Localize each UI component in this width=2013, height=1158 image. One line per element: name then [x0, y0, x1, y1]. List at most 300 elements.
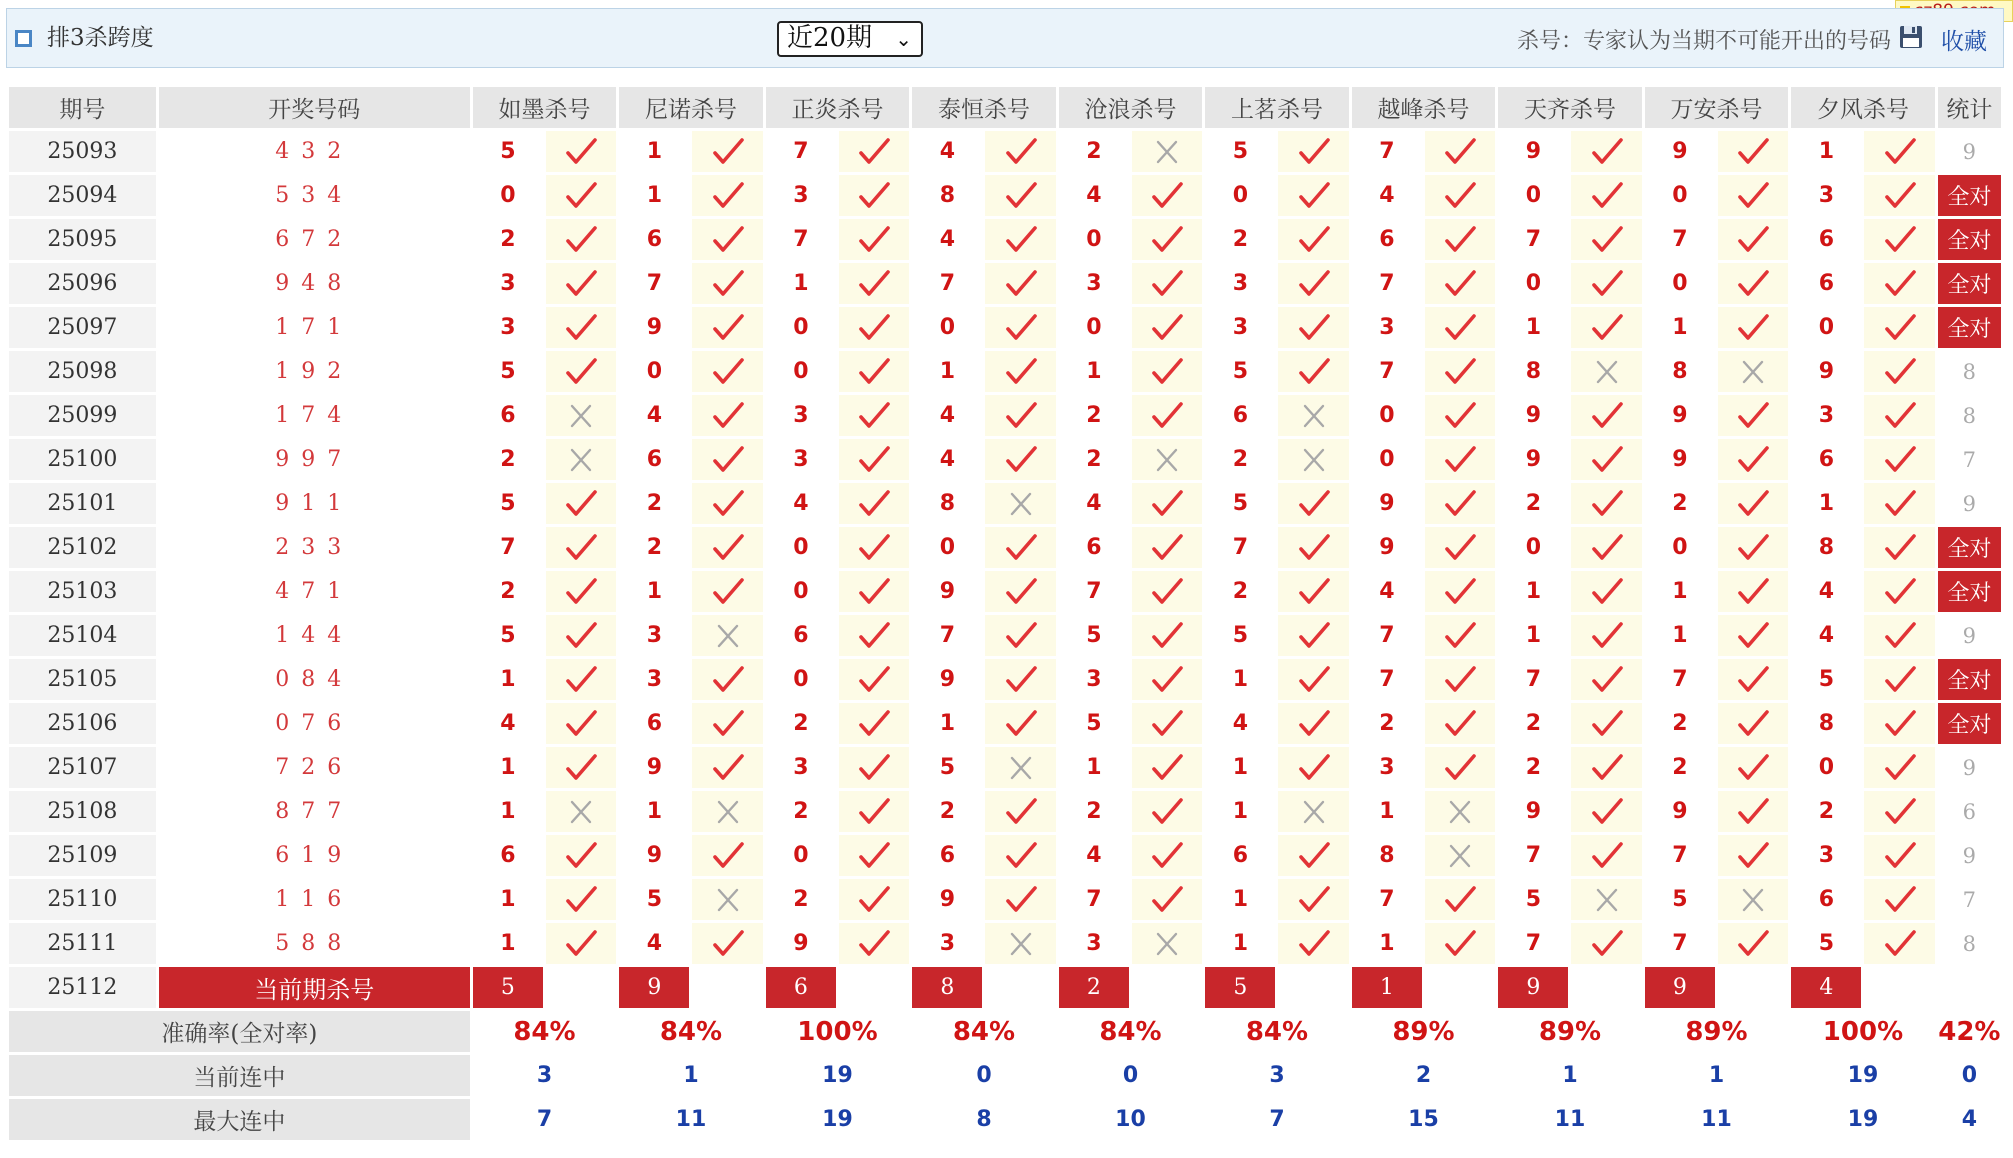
kill-number-cell: 1: [1205, 879, 1275, 920]
checkmark-icon: [1296, 576, 1332, 608]
accuracy-row: [9, 1011, 2001, 1052]
checkmark-icon: [1003, 576, 1039, 608]
result-cell: [1278, 263, 1348, 304]
result-cell: [985, 263, 1055, 304]
result-cell: [692, 527, 762, 568]
draw-number-cell: 116: [159, 879, 470, 920]
result-cell: [692, 483, 762, 524]
kill-number-cell: 1: [1791, 131, 1861, 172]
kill-number-cell: 9: [1645, 131, 1715, 172]
result-cell: [1718, 527, 1788, 568]
checkmark-icon: [1442, 400, 1478, 432]
checkmark-icon: [1149, 708, 1185, 740]
stat-cell: 7: [1938, 439, 2001, 480]
stat-cell: 9: [1938, 483, 2001, 524]
result-cell: [985, 615, 1055, 656]
result-cell: [1132, 263, 1202, 304]
current-streak-row-stat: 0: [1938, 1055, 2001, 1096]
result-cell: [985, 219, 1055, 260]
kill-number-cell: 5: [1791, 659, 1861, 700]
result-cell: [1132, 835, 1202, 876]
result-cell: [985, 307, 1055, 348]
current-streak-row-value: 19: [1791, 1055, 1935, 1096]
checkmark-icon: [1589, 708, 1625, 740]
result-cell: [1278, 527, 1348, 568]
checkmark-icon: [1149, 268, 1185, 300]
max-streak-row-value: 11: [1498, 1099, 1642, 1140]
checkmark-icon: [710, 928, 746, 960]
result-cell: [1278, 571, 1348, 612]
table-row: [9, 527, 2001, 568]
result-cell: [1718, 483, 1788, 524]
result-cell: [1571, 923, 1641, 964]
result-cell: [692, 131, 762, 172]
current-streak-row-value: 19: [766, 1055, 910, 1096]
kill-number-cell: 7: [1352, 131, 1422, 172]
period-cell: 25104: [9, 615, 156, 656]
result-cell: [1718, 263, 1788, 304]
result-cell: [1278, 307, 1348, 348]
kill-number-cell: 2: [1059, 791, 1129, 832]
cross-icon: [1003, 928, 1039, 960]
kill-number-cell: 0: [1645, 263, 1715, 304]
accuracy-row-stat: 42%: [1938, 1011, 2001, 1052]
checkmark-icon: [1442, 708, 1478, 740]
result-cell: [1278, 923, 1348, 964]
checkmark-icon: [1735, 752, 1771, 784]
kill-number-cell: 6: [766, 615, 836, 656]
result-cell: [985, 659, 1055, 700]
checkmark-icon: [856, 180, 892, 212]
kill-number-cell: 4: [1059, 835, 1129, 876]
kill-number-cell: 7: [1645, 923, 1715, 964]
checkmark-icon: [1882, 928, 1918, 960]
kill-number-cell: 4: [1791, 615, 1861, 656]
header-expert-1: 尼诺杀号: [619, 87, 763, 128]
kill-number-cell: 7: [1352, 615, 1422, 656]
result-cell: [1278, 703, 1348, 744]
header-expert-5: 上茗杀号: [1205, 87, 1349, 128]
result-cell: [1571, 307, 1641, 348]
checkmark-icon: [1149, 796, 1185, 828]
kill-number-cell: 7: [1498, 923, 1568, 964]
current-kill-label: 当前期杀号: [159, 967, 470, 1008]
kill-number-cell: 3: [1791, 835, 1861, 876]
checkmark-icon: [1003, 840, 1039, 872]
result-cell: [839, 263, 909, 304]
checkmark-icon: [563, 664, 599, 696]
result-cell: [692, 615, 762, 656]
checkmark-icon: [856, 532, 892, 564]
current-kill-number: 2: [1059, 967, 1129, 1008]
result-cell: [839, 791, 909, 832]
result-cell: [546, 483, 616, 524]
stat-cell: 全对: [1938, 703, 2001, 744]
cross-icon: [710, 884, 746, 916]
kill-number-cell: 6: [912, 835, 982, 876]
result-cell: [1132, 439, 1202, 480]
cross-icon: [563, 444, 599, 476]
kill-number-cell: 1: [619, 791, 689, 832]
current-streak-row-value: 0: [912, 1055, 1056, 1096]
checkmark-icon: [1296, 752, 1332, 784]
checkmark-icon: [1296, 356, 1332, 388]
current-kill-number: 1: [1352, 967, 1422, 1008]
result-cell: [1718, 659, 1788, 700]
accuracy-row-value: 89%: [1352, 1011, 1496, 1052]
checkmark-icon: [1589, 532, 1625, 564]
result-cell: [546, 395, 616, 436]
checkmark-icon: [1882, 488, 1918, 520]
kill-number-cell: 4: [619, 395, 689, 436]
kill-number-cell: 9: [619, 307, 689, 348]
checkmark-icon: [1882, 576, 1918, 608]
checkmark-icon: [1003, 356, 1039, 388]
kill-number-cell: 5: [619, 879, 689, 920]
period-cell: 25098: [9, 351, 156, 392]
kill-number-cell: 3: [473, 307, 543, 348]
kill-number-cell: 9: [1498, 395, 1568, 436]
result-cell: [1132, 923, 1202, 964]
kill-number-cell: 9: [1791, 351, 1861, 392]
result-cell: [839, 219, 909, 260]
result-cell: [985, 483, 1055, 524]
result-cell: [692, 791, 762, 832]
accuracy-row-value: 100%: [766, 1011, 910, 1052]
kill-number-cell: 2: [473, 219, 543, 260]
checkmark-icon: [710, 488, 746, 520]
header-period: 期号: [9, 87, 156, 128]
result-cell: [839, 615, 909, 656]
checkmark-icon: [1442, 180, 1478, 212]
cross-icon: [1442, 840, 1478, 872]
kill-number-cell: 6: [619, 439, 689, 480]
result-cell: [546, 131, 616, 172]
result-cell: [839, 527, 909, 568]
kill-number-cell: 9: [1645, 395, 1715, 436]
max-streak-row-value: 10: [1059, 1099, 1203, 1140]
stat-cell: 全对: [1938, 527, 2001, 568]
header-expert-6: 越峰杀号: [1352, 87, 1496, 128]
max-streak-row-value: 19: [1791, 1099, 1935, 1140]
kill-number-cell: 4: [1791, 571, 1861, 612]
cross-icon: [563, 796, 599, 828]
checkmark-icon: [1442, 664, 1478, 696]
accuracy-row-value: 89%: [1498, 1011, 1642, 1052]
accuracy-row-value: 84%: [619, 1011, 763, 1052]
checkmark-icon: [1296, 312, 1332, 344]
checkmark-icon: [1296, 840, 1332, 872]
stat-cell: 全对: [1938, 175, 2001, 216]
current-kill-number: 5: [1205, 967, 1275, 1008]
kill-number-cell: 8: [1791, 527, 1861, 568]
kill-number-cell: 3: [1059, 923, 1129, 964]
checkmark-icon: [1149, 180, 1185, 212]
kill-number-cell: 1: [473, 659, 543, 700]
kill-number-cell: 0: [1059, 219, 1129, 260]
checkmark-icon: [563, 136, 599, 168]
kill-number-table: [6, 84, 2004, 1143]
table-row: [9, 791, 2001, 832]
checkmark-icon: [1735, 928, 1771, 960]
checkmark-icon: [1442, 532, 1478, 564]
kill-number-cell: 1: [766, 263, 836, 304]
kill-number-cell: 5: [1059, 615, 1129, 656]
result-cell: [1718, 395, 1788, 436]
result-cell: [1278, 659, 1348, 700]
current-kill-empty: [1718, 967, 1788, 1008]
header-expert-2: 正炎杀号: [766, 87, 910, 128]
checkmark-icon: [563, 752, 599, 784]
result-cell: [1864, 571, 1934, 612]
kill-number-cell: 2: [619, 527, 689, 568]
draw-number-cell: 432: [159, 131, 470, 172]
kill-number-cell: 7: [1352, 351, 1422, 392]
checkmark-icon: [1003, 136, 1039, 168]
current-kill-empty: [546, 967, 616, 1008]
stat-cell: 全对: [1938, 307, 2001, 348]
checkmark-icon: [1589, 136, 1625, 168]
result-cell: [546, 659, 616, 700]
checkmark-icon: [1882, 356, 1918, 388]
checkmark-icon: [710, 708, 746, 740]
kill-number-cell: 7: [1059, 571, 1129, 612]
result-cell: [546, 923, 616, 964]
current-kill-number: 6: [766, 967, 836, 1008]
result-cell: [985, 703, 1055, 744]
result-cell: [1864, 219, 1934, 260]
kill-number-cell: 5: [1791, 923, 1861, 964]
checkmark-icon: [1003, 708, 1039, 740]
kill-number-cell: 4: [912, 395, 982, 436]
result-cell: [1718, 307, 1788, 348]
result-cell: [1718, 747, 1788, 788]
result-cell: [1278, 219, 1348, 260]
checkmark-icon: [1149, 400, 1185, 432]
kill-number-cell: 9: [1645, 791, 1715, 832]
max-streak-row-stat: 4: [1938, 1099, 2001, 1140]
checkmark-icon: [1735, 840, 1771, 872]
result-cell: [1718, 351, 1788, 392]
checkmark-icon: [563, 708, 599, 740]
result-cell: [1864, 659, 1934, 700]
kill-number-cell: 9: [619, 835, 689, 876]
accuracy-row-value: 84%: [473, 1011, 617, 1052]
checkmark-icon: [1442, 620, 1478, 652]
result-cell: [839, 351, 909, 392]
checkmark-icon: [1003, 444, 1039, 476]
checkmark-icon: [1882, 752, 1918, 784]
current-period-row: [9, 967, 2001, 1008]
kill-number-cell: 5: [1205, 351, 1275, 392]
kill-number-cell: 7: [912, 615, 982, 656]
period-cell: 25107: [9, 747, 156, 788]
period-cell: 25106: [9, 703, 156, 744]
checkmark-icon: [563, 884, 599, 916]
kill-number-cell: 3: [912, 923, 982, 964]
result-cell: [1864, 263, 1934, 304]
result-cell: [1425, 483, 1495, 524]
period-cell: 25100: [9, 439, 156, 480]
stat-cell: 6: [1938, 791, 2001, 832]
draw-number-cell: 588: [159, 923, 470, 964]
result-cell: [1864, 791, 1934, 832]
table-row: [9, 483, 2001, 524]
result-cell: [985, 923, 1055, 964]
stat-cell: 全对: [1938, 571, 2001, 612]
result-cell: [839, 571, 909, 612]
result-cell: [839, 483, 909, 524]
checkmark-icon: [1882, 532, 1918, 564]
favorite-link[interactable]: 收藏: [1941, 29, 1987, 55]
checkmark-icon: [856, 224, 892, 256]
floppy-disk-icon[interactable]: [1899, 25, 1925, 49]
stat-cell: 8: [1938, 351, 2001, 392]
cross-icon: [1442, 796, 1478, 828]
kill-number-cell: 3: [1059, 659, 1129, 700]
kill-number-cell: 2: [912, 791, 982, 832]
stat-cell: 8: [1938, 395, 2001, 436]
checkmark-icon: [1735, 224, 1771, 256]
result-cell: [985, 131, 1055, 172]
kill-number-cell: 1: [1498, 307, 1568, 348]
result-cell: [1571, 615, 1641, 656]
cross-icon: [710, 796, 746, 828]
current-streak-row: [9, 1055, 2001, 1096]
current-kill-empty: [839, 967, 909, 1008]
checkmark-icon: [1589, 752, 1625, 784]
stat-cell: 全对: [1938, 219, 2001, 260]
cross-icon: [1003, 488, 1039, 520]
kill-number-cell: 4: [766, 483, 836, 524]
kill-number-cell: 4: [473, 703, 543, 744]
result-cell: [1571, 131, 1641, 172]
result-cell: [985, 571, 1055, 612]
cross-icon: [710, 620, 746, 652]
current-streak-row-value: 1: [1498, 1055, 1642, 1096]
period-range-select[interactable]: [777, 21, 923, 57]
kill-number-cell: 9: [912, 571, 982, 612]
kill-number-cell: 6: [1791, 263, 1861, 304]
result-cell: [692, 923, 762, 964]
kill-number-cell: 7: [1645, 659, 1715, 700]
checkmark-icon: [710, 136, 746, 168]
kill-number-cell: 1: [1205, 923, 1275, 964]
result-cell: [985, 879, 1055, 920]
kill-number-cell: 7: [1352, 879, 1422, 920]
checkmark-icon: [1442, 444, 1478, 476]
checkmark-icon: [1882, 620, 1918, 652]
result-cell: [839, 395, 909, 436]
kill-number-cell: 5: [912, 747, 982, 788]
max-streak-row-value: 7: [1205, 1099, 1349, 1140]
accuracy-row-value: 89%: [1645, 1011, 1789, 1052]
checkmark-icon: [1735, 444, 1771, 476]
checkmark-icon: [1149, 840, 1185, 872]
header-expert-7: 天齐杀号: [1498, 87, 1642, 128]
checkmark-icon: [563, 488, 599, 520]
checkmark-icon: [1442, 356, 1478, 388]
kill-number-cell: 2: [473, 571, 543, 612]
table-row: [9, 219, 2001, 260]
checkmark-icon: [1882, 796, 1918, 828]
max-streak-row-value: 8: [912, 1099, 1056, 1140]
kill-number-cell: 7: [1645, 219, 1715, 260]
checkmark-icon: [1442, 268, 1478, 300]
checkmark-icon: [1589, 444, 1625, 476]
current-kill-number: 8: [912, 967, 982, 1008]
kill-number-cell: 8: [1645, 351, 1715, 392]
stat-cell: 9: [1938, 615, 2001, 656]
kill-number-cell: 1: [1645, 571, 1715, 612]
period-cell: 25105: [9, 659, 156, 700]
result-cell: [839, 439, 909, 480]
period-cell: 25108: [9, 791, 156, 832]
checkmark-icon: [710, 268, 746, 300]
table-row: [9, 131, 2001, 172]
draw-number-cell: 877: [159, 791, 470, 832]
result-cell: [1425, 659, 1495, 700]
result-cell: [546, 615, 616, 656]
result-cell: [692, 395, 762, 436]
kill-number-cell: 0: [766, 571, 836, 612]
checkmark-icon: [1003, 224, 1039, 256]
checkmark-icon: [1589, 840, 1625, 872]
header-expert-9: 夕风杀号: [1791, 87, 1935, 128]
checkmark-icon: [856, 268, 892, 300]
kill-number-cell: 1: [912, 351, 982, 392]
result-cell: [692, 659, 762, 700]
checkmark-icon: [1149, 664, 1185, 696]
kill-number-cell: 4: [619, 923, 689, 964]
checkmark-icon: [1735, 796, 1771, 828]
checkmark-icon: [563, 180, 599, 212]
table-row: [9, 879, 2001, 920]
kill-number-cell: 9: [1645, 439, 1715, 480]
kill-number-cell: 6: [1059, 527, 1129, 568]
table-row: [9, 615, 2001, 656]
result-cell: [1132, 747, 1202, 788]
kill-number-cell: 9: [619, 747, 689, 788]
checkmark-icon: [1882, 444, 1918, 476]
kill-number-cell: 2: [766, 703, 836, 744]
result-cell: [1425, 703, 1495, 744]
checkbox-icon[interactable]: [15, 30, 32, 47]
kill-number-cell: 2: [1645, 747, 1715, 788]
checkmark-icon: [563, 224, 599, 256]
result-cell: [1425, 747, 1495, 788]
period-cell: 25101: [9, 483, 156, 524]
result-cell: [1425, 351, 1495, 392]
cross-icon: [1296, 796, 1332, 828]
result-cell: [1571, 439, 1641, 480]
kill-number-cell: 3: [1352, 747, 1422, 788]
kill-number-cell: 3: [1205, 307, 1275, 348]
checkmark-icon: [856, 840, 892, 872]
result-cell: [1718, 131, 1788, 172]
result-cell: [839, 175, 909, 216]
stat-cell: 7: [1938, 879, 2001, 920]
checkmark-icon: [1149, 576, 1185, 608]
kill-number-cell: 0: [1352, 439, 1422, 480]
kill-number-cell: 7: [766, 131, 836, 172]
checkmark-icon: [856, 884, 892, 916]
stat-cell: 全对: [1938, 263, 2001, 304]
result-cell: [546, 791, 616, 832]
kill-number-cell: 3: [766, 175, 836, 216]
checkmark-icon: [1442, 312, 1478, 344]
period-cell: 25111: [9, 923, 156, 964]
